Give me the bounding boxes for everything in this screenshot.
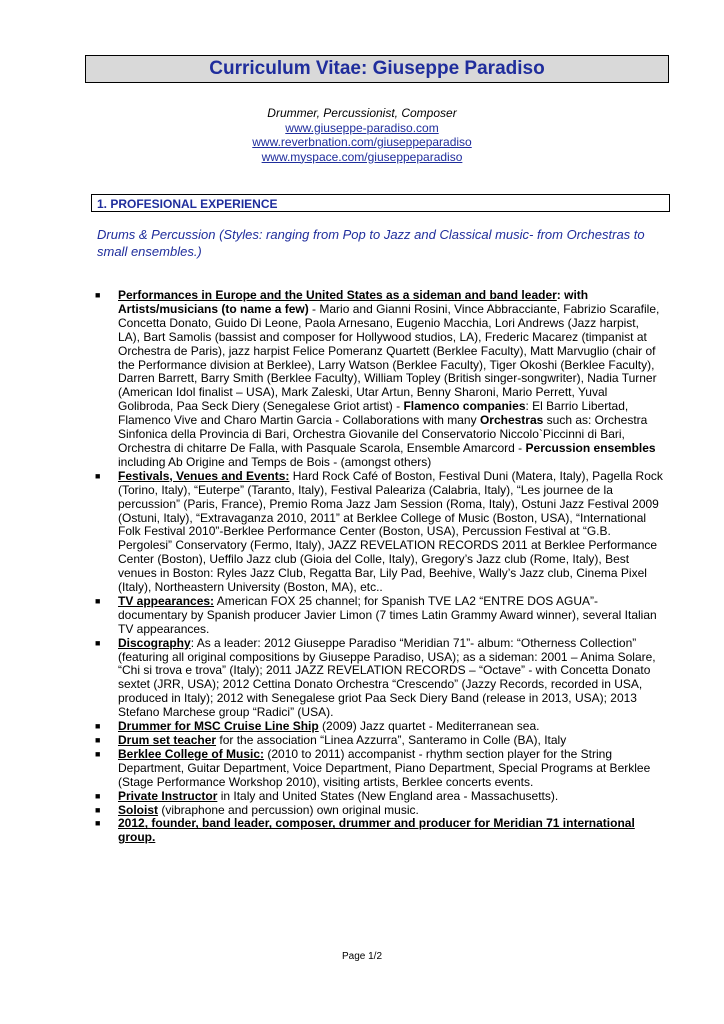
section-title: 1. PROFESIONAL EXPERIENCE: [97, 197, 278, 211]
page-number: Page 1/2: [341, 951, 383, 962]
myspace-link[interactable]: www.myspace.com/giuseppeparadiso: [261, 149, 463, 164]
item-lead-colon: : with: [556, 288, 589, 302]
bullet-icon: ■: [95, 818, 101, 829]
subheader: [0, 106, 724, 164]
list-item: [95, 817, 663, 845]
item-text: Hard Rock Café of Boston, Festival Duni (Matera, Italy), Pagella Rock (Torino, Italy), “Euterpe” (Taranto, Italy), Festival Paleariza (Calabria, Italy), “Les journee de la percussion” (Paris, France), Premio Roma Jazz Jam Session (Roma, Italy), Ostuni Jazz Festival 2009 (Ostuni, Italy), “Extravaganza 2010, 2011” at Berklee College of Music (Boston, USA), “International Folk Festival 2010”-Berklee Performance Center (Boston, USA), Percussion Festival at “G.B. Pergolesi” Conservatory (Fermo, Italy), JAZZ REVELATION RECORDS 2011 at Berklee Performance Center (Boston), Ueffilo Jazz club (Gioia del Colle, Italy), Gregory’s Jazz club (Rome, Italy), Best venues in Boston: Ryles Jazz Club, Regatta Bar, Lily Pad, Beehive, Wally’s Jazz club, Cinema Pixel (Italy), Northeastern University (Boston, MA), etc..: [118, 468, 663, 595]
item-lead: 2012, founder, band leader, composer, drummer and producer for Meridian 71 international group.: [118, 816, 635, 845]
item-text: American FOX 25 channel; for Spanish TVE LA2 “ENTRE DOS AGUA”- documentary by Spanish producer Javier Limon (7 times Latin Grammy Award winner), several Italian TV appearances.: [118, 593, 657, 636]
title-box: [85, 55, 669, 83]
item-lead: Performances in Europe and the United States as a sideman and band leader: [118, 288, 557, 302]
item-lead: Berklee College of Music:: [118, 746, 265, 761]
list-item: [95, 470, 663, 595]
website-link[interactable]: www.giuseppe-paradiso.com: [285, 120, 439, 135]
bullet-icon: ■: [95, 735, 101, 745]
item-lead: Drum set teacher: [118, 733, 217, 747]
list-item: [95, 637, 663, 720]
item-text: (2009) Jazz quartet - Mediterranean sea.: [318, 719, 540, 734]
bullet-icon: ■: [95, 748, 101, 759]
list-item: [95, 734, 663, 748]
item-text: including Ab Origine and Temps de Bois - (amongst others): [118, 454, 432, 469]
list-item: [95, 595, 663, 637]
item-text: (vibraphone and percussion) own original music.: [158, 802, 419, 817]
bullet-icon: ■: [95, 470, 101, 481]
experience-list: [95, 289, 663, 845]
list-item: [95, 804, 663, 818]
item-text: - Mario and Gianni Rosini, Vince Abbracciante, Fabrizio Scarafile, Concetta Donato, Guido Di Leone, Paola Arnesano, Eugenio Macchia, Lori Andrews (Jazz harpist, LA), Bart Samolis (bassist and composer for Hollywood studios, LA), Frederic Macarez (timpanist at Orchestra de Paris), jazz harpist Felice Pomeranz Quartett (Berklee Faculty), Matt Marvuglio (chair of the Performance division at Berklee), Larry Watson (Berklee Faculty), Tiger Okoshi (Berklee Faculty), Darren Barrett, Barry Smith (Berklee Faculty), William Topley (British singer-songwriter), Nadia Turner (American Idol finalist – USA), Mark Zaleski, Utar Artun, Benny Sharoni, Mario Perrett, Yuval Golibroda, Paa Seck Diery (Senegalese Griot artist) -: [118, 301, 660, 414]
item-bold: Flamenco companies: [403, 399, 526, 414]
item-text: in Italy and United States (New England area - Massachusetts).: [217, 788, 559, 803]
item-text: : As a leader: 2012 Giuseppe Paradiso “Meridian 71”- album: “Otherness Collection” (featuring all original compositions by Giuseppe Paradiso, USA); as a sideman: 2001 – Anima Solare, “Chi si trova e trova” (Italy); 2011 JAZZ REVELATION RECORDS – “Octave” - with Concetta Donato sextet (JRR, USA); 2012 Cettina Donato Orchestra “Crescendo” (Jazzy Records, recorded in USA, produced in Italy); 2012 with Senegalese griot Paa Seck Diery Band (release in 2013, USA); 2013 Stefano Marchese group “Radici” (USA).: [118, 635, 656, 720]
item-text: such as: Orchestra Sinfonica della Provincia di Bari, Orchestra Giovanile del Conservatorio Niccolo`Piccinni di Bari, Orchestra di chitarre De Falla, with Pasquale Scarola, Ensemble Amarcord -: [118, 413, 648, 455]
item-bold: Artists/musicians (to name a few): [118, 301, 309, 316]
reverbnation-link[interactable]: www.reverbnation.com/giuseppeparadiso: [252, 135, 472, 149]
item-lead: Drummer for MSC Cruise Line Ship: [118, 719, 319, 734]
list-item: [95, 748, 663, 790]
list-item: [95, 720, 663, 734]
bullet-icon: ■: [95, 595, 101, 606]
role-line: Drummer, Percussionist, Composer: [267, 106, 457, 120]
item-lead: Discography: [118, 635, 191, 650]
section-intro: Drums & Percussion (Styles: ranging from Pop to Jazz and Classical music- from Orchestras to small ensembles.): [97, 227, 645, 259]
section-header-box: [91, 194, 670, 212]
item-lead: Private Instructor: [118, 788, 218, 803]
list-item: [95, 790, 663, 804]
bullet-icon: ■: [95, 637, 101, 648]
page-title: Curriculum Vitae: Giuseppe Paradiso: [209, 58, 545, 79]
item-lead: TV appearances:: [118, 593, 215, 608]
item-bold: Orchestras: [479, 413, 544, 428]
bullet-icon: ■: [95, 790, 101, 801]
item-text: : El Barrio Libertad, Flamenco Vive and Charo Martin Garcia - Collaborations with many: [118, 399, 629, 428]
item-text: for the association “Linea Azzurra”, Santeramo in Colle (BA), Italy: [216, 733, 567, 747]
item-lead: Festivals, Venues and Events:: [118, 468, 290, 483]
item-bold: Percussion ensembles: [525, 440, 656, 455]
item-text: (2010 to 2011) accompanist - rhythm section player for the String Department, Guitar Department, Voice Department, Piano Department, Special Programs at Berklee (Stage Performance Workshop 2010), visiting artists, Berklee concerts events.: [118, 746, 651, 789]
bullet-icon: ■: [95, 290, 101, 300]
bullet-icon: ■: [95, 804, 101, 815]
list-item: [95, 289, 663, 470]
bullet-icon: ■: [95, 721, 101, 732]
item-lead: Soloist: [118, 802, 159, 817]
